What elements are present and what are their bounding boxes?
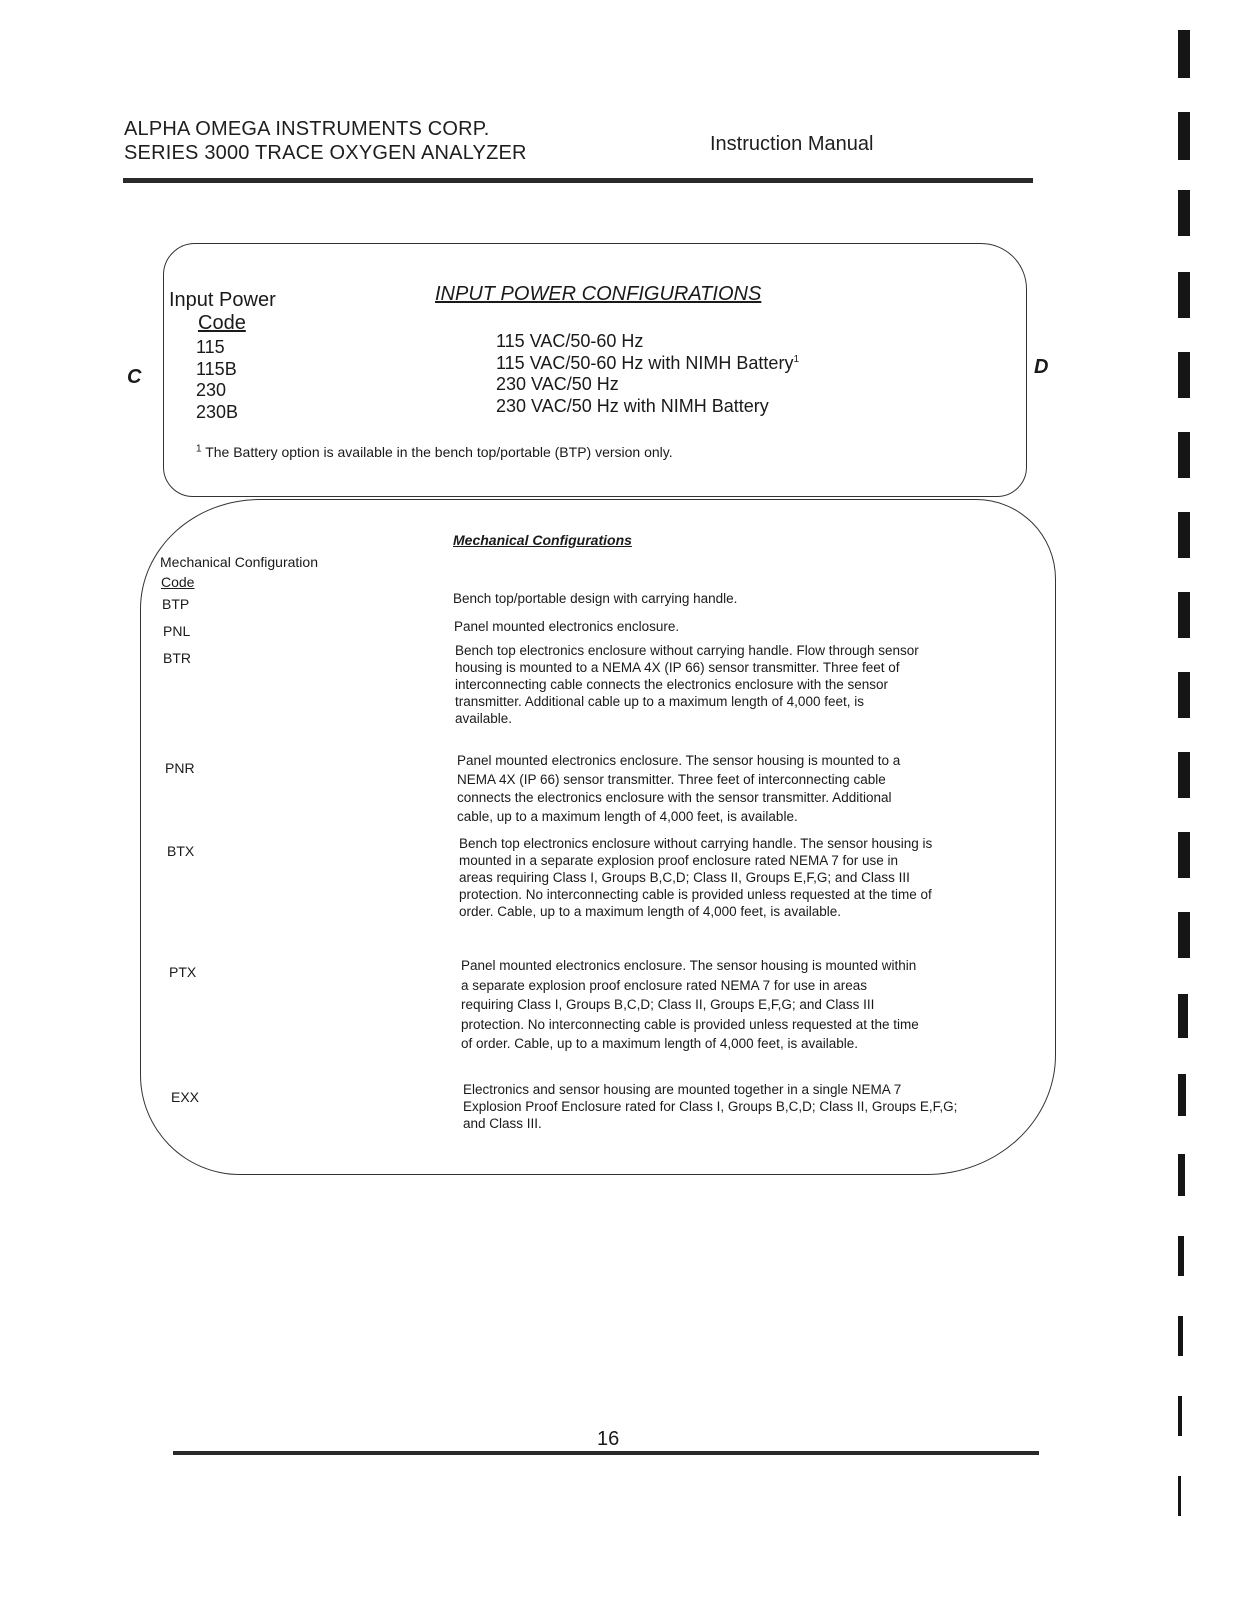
input-power-code: 230B	[196, 401, 239, 422]
company-header	[124, 117, 527, 165]
header-rule	[123, 178, 1033, 183]
mechanical-code: BTR	[163, 650, 191, 666]
footer-rule	[173, 1451, 1039, 1455]
input-power-code: 230	[196, 380, 227, 400]
input-power-code-list	[196, 337, 238, 423]
input-power-desc: 115 VAC/50-60 Hz	[496, 331, 644, 351]
input-power-code: 115B	[196, 358, 237, 379]
footnote-text: The Battery option is available in the bench top/portable (BTP) version only.	[205, 444, 673, 460]
binding-mark	[1178, 1154, 1185, 1196]
product-series: SERIES 3000 TRACE OXYGEN ANALYZER	[124, 142, 527, 164]
binding-mark	[1178, 432, 1190, 478]
binding-mark	[1178, 912, 1190, 958]
mechanical-desc: Panel mounted electronics enclosure. The sensor housing is mounted to a NEMA 4X (IP 66) sensor transmitter. Three feet of interconnecting cable connects the electronics enclosure with the sensor transmitter. Additional cable, up to a maximum length of 4,000 feet, is available.	[457, 753, 901, 824]
binding-mark	[1178, 190, 1190, 236]
binding-mark	[1178, 30, 1190, 78]
mechanical-desc: Bench top electronics enclosure without carrying handle. The sensor housing is mounted in a separate explosion proof enclosure rated NEMA 7 for use in areas requiring Class I, Groups B,C,D; Class II, Groups E,F,G; and Class III protection. No interconnecting cable is provided unless requested at the time of order. Cable, up to a maximum length of 4,000 feet, is available.	[459, 836, 933, 919]
input-power-desc-list	[496, 331, 799, 417]
mechanical-desc: Electronics and sensor housing are mounted together in a single NEMA 7 Explosion Proof Enclosure rated for Class I, Groups B,C,D; Class II, Groups E,F,G; and Class III.	[463, 1082, 958, 1131]
side-mark-right: D	[1034, 356, 1049, 378]
mechanical-code: PNR	[165, 760, 195, 776]
binding-mark	[1178, 994, 1188, 1038]
mechanical-desc: Panel mounted electronics enclosure. The sensor housing is mounted within a separate explosion proof enclosure rated NEMA 7 for use in areas requiring Class I, Groups B,C,D; Class II, Groups E,F,G; and Class III protection. No interconnecting cable is provided unless requested at the time of order. Cable, up to a maximum length of 4,000 feet, is available.	[461, 958, 919, 1051]
mechanical-code: EXX	[171, 1089, 200, 1105]
input-power-desc: 115 VAC/50-60 Hz with NIMH Battery$^1$	[496, 352, 800, 373]
input-power-code-label: Code	[198, 312, 246, 334]
binding-mark	[1178, 272, 1190, 318]
input-power-code: 115	[196, 337, 225, 357]
mechanical-code: PNL	[163, 623, 191, 639]
binding-mark	[1178, 352, 1190, 398]
page-number: 16	[597, 1428, 620, 1450]
binding-mark	[1178, 672, 1190, 718]
input-power-desc: 230 VAC/50 Hz	[496, 374, 619, 394]
mechanical-label: Mechanical Configuration	[160, 554, 318, 570]
footnote	[196, 444, 673, 460]
binding-mark	[1178, 1316, 1183, 1356]
binding-mark	[1178, 832, 1190, 878]
binding-mark	[1178, 1074, 1186, 1116]
binding-mark	[1178, 1236, 1184, 1276]
footnote-ref: 1	[793, 353, 800, 365]
mechanical-heading: Mechanical Configurations	[453, 532, 632, 548]
binding-mark	[1178, 1396, 1182, 1436]
binding-mark	[1178, 752, 1190, 798]
mechanical-desc: Panel mounted electronics enclosure.	[454, 619, 680, 634]
binding-mark	[1178, 592, 1190, 638]
document-title: Instruction Manual	[710, 133, 874, 155]
footnote-mark: 1	[196, 443, 202, 455]
binding-mark	[1178, 1476, 1181, 1516]
input-power-label: Input Power	[169, 289, 276, 311]
mechanical-code: PTX	[169, 964, 197, 980]
input-power-heading: INPUT POWER CONFIGURATIONS	[435, 283, 762, 305]
mechanical-code: BTX	[167, 843, 195, 859]
side-mark-left: C	[127, 366, 142, 388]
input-power-desc: 230 VAC/50 Hz with NIMH Battery	[496, 395, 769, 416]
mechanical-desc: Bench top/portable design with carrying handle.	[453, 591, 738, 606]
mechanical-desc: Bench top electronics enclosure without carrying handle. Flow through sensor housing is mounted to a NEMA 4X (IP 66) sensor transmitter. Three feet of interconnecting cable connects the electronics enclosure with the sensor transmitter. Additional cable up to a maximum length of 4,000 feet, is available.	[455, 643, 919, 726]
binding-mark	[1178, 512, 1190, 558]
company-name: ALPHA OMEGA INSTRUMENTS CORP.	[124, 118, 490, 140]
mechanical-code: BTP	[162, 596, 190, 612]
mechanical-code-label: Code	[161, 574, 195, 590]
binding-mark	[1178, 112, 1190, 160]
